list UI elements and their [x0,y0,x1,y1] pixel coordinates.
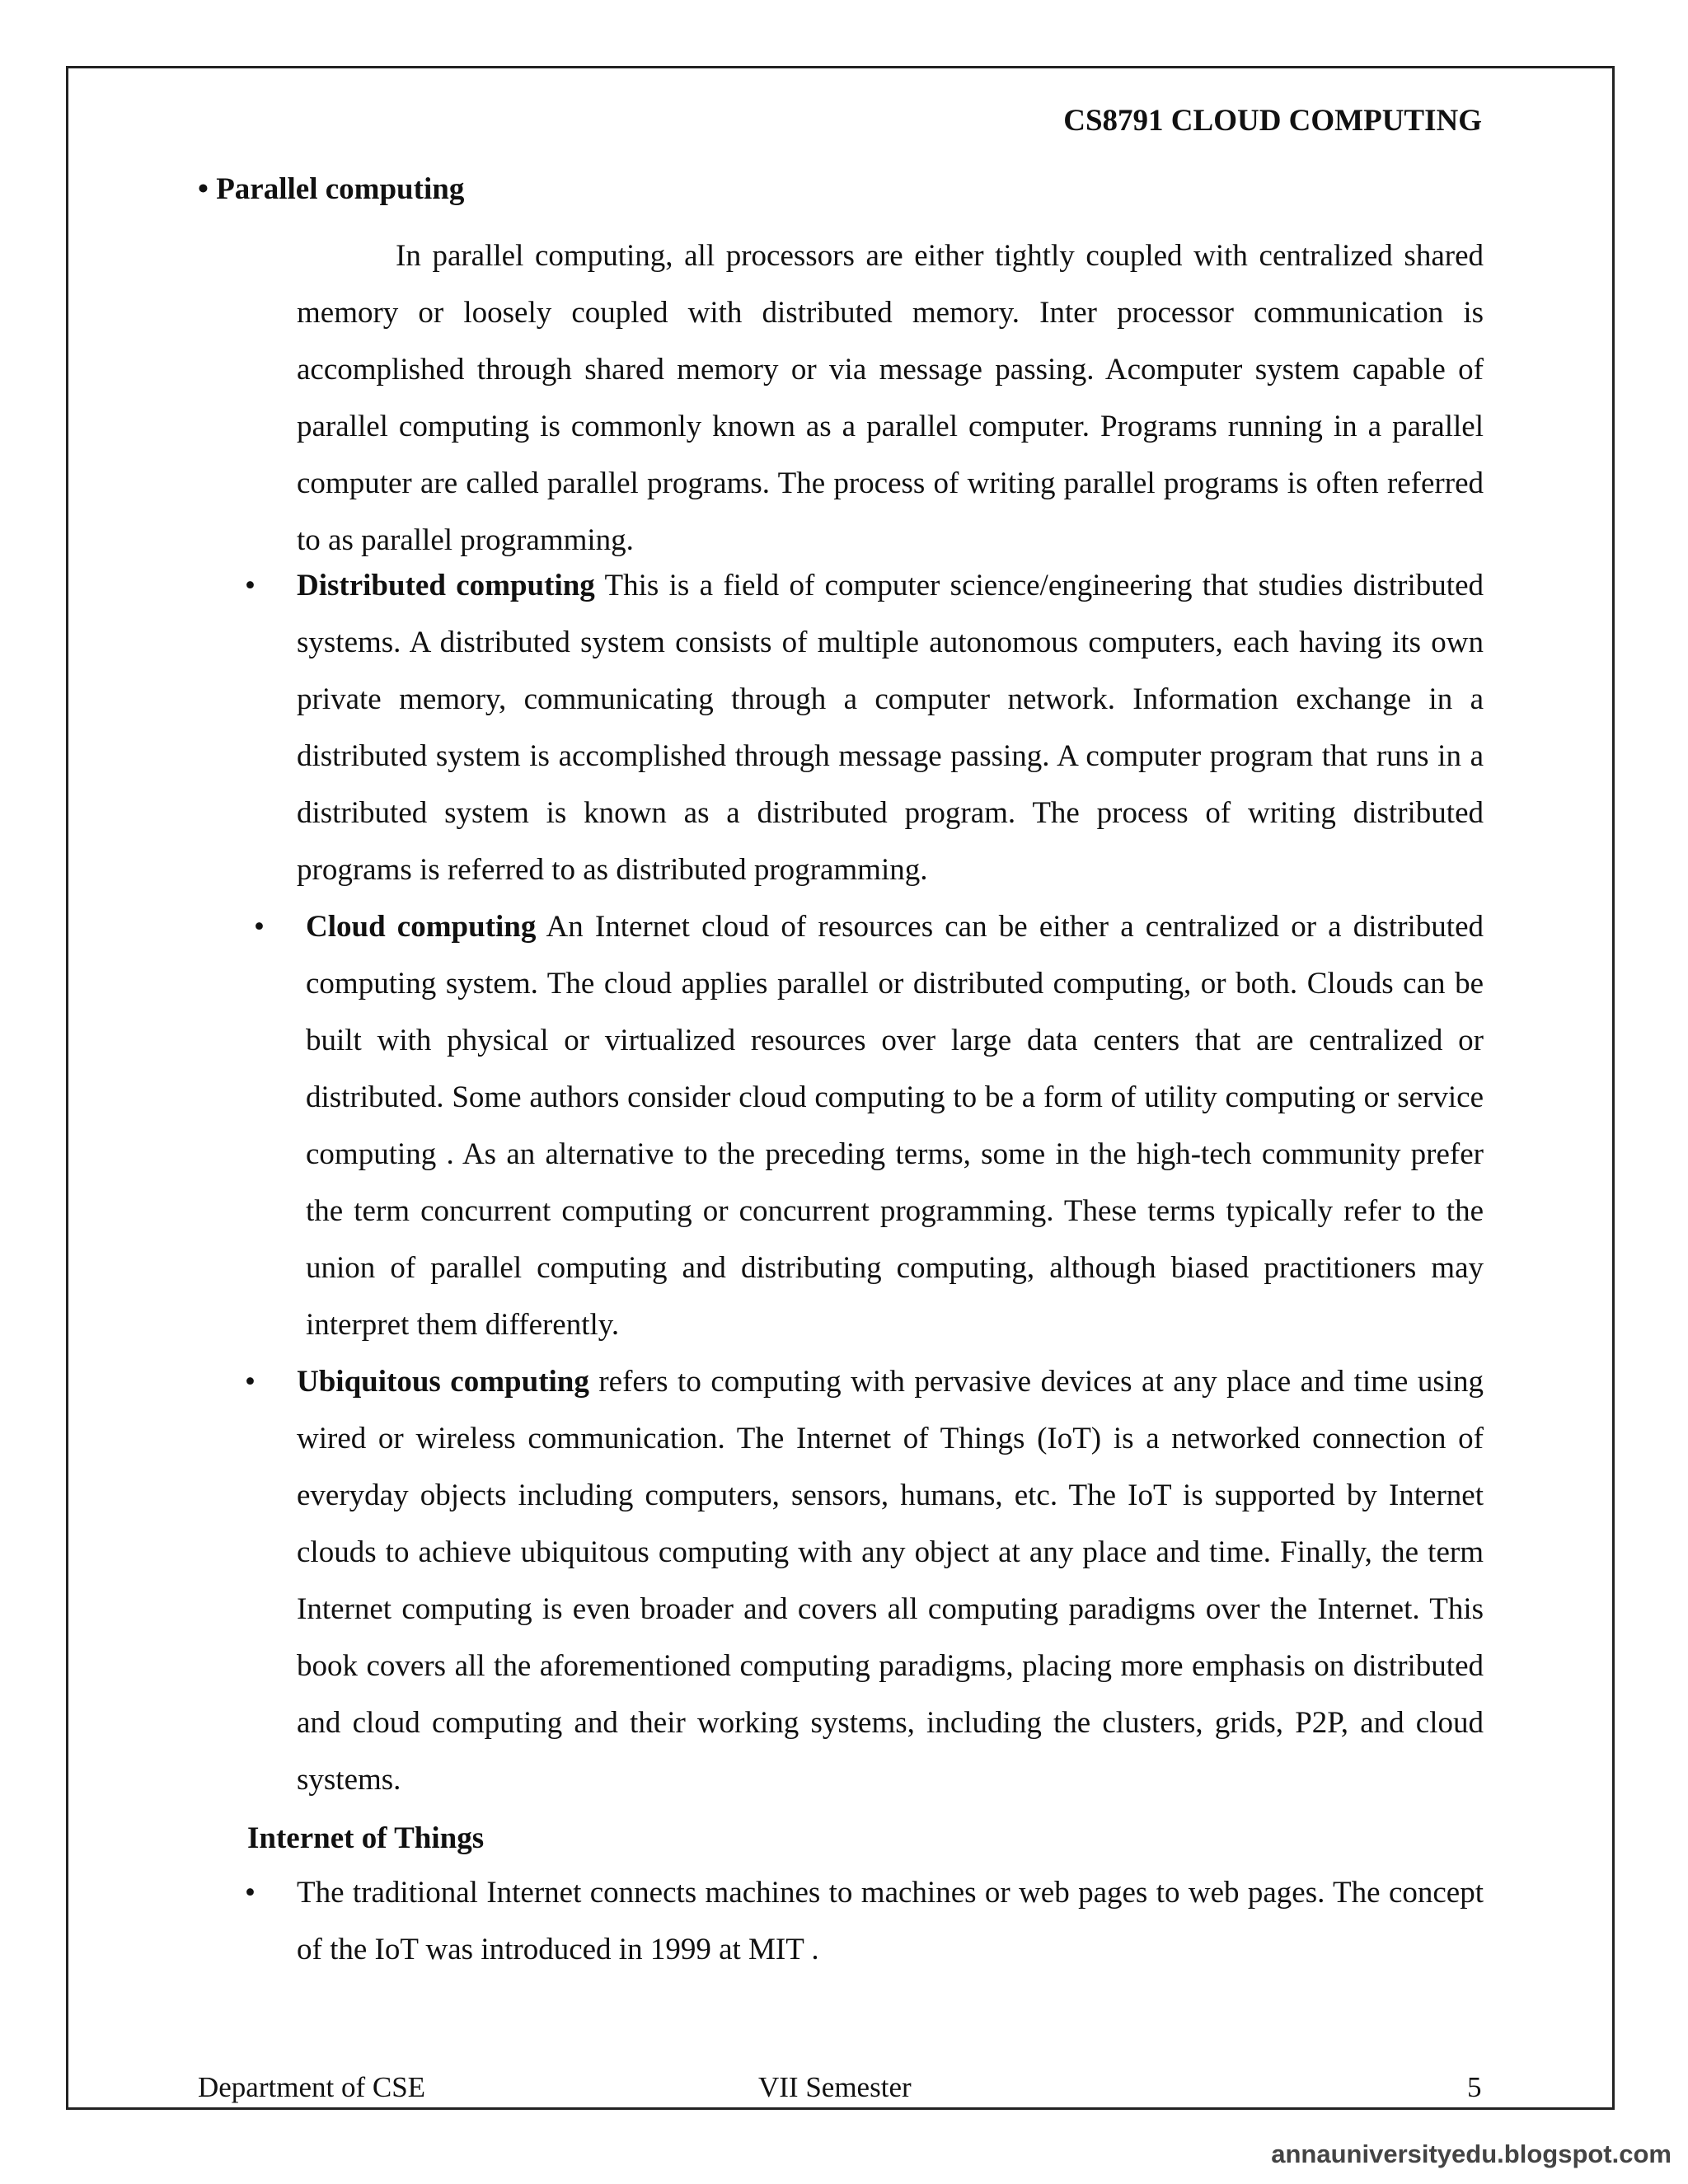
ubiquitous-computing-term: Ubiquitous computing [297,1365,589,1399]
parallel-computing-heading: • Parallel computing [198,172,465,206]
bullet-ubiquitous: • [245,1365,256,1399]
ubiquitous-computing-text: refers to computing with pervasive devices at any place and time using wired or wireless communication. The Internet of Things (IoT) is a networked connection of everyday objects including computers, sensors, humans, etc. The IoT is supported by Internet clouds to achieve ubiquitous computing with any object at any place and time. Finally, the term Internet computing is even broader and covers all computing paradigms over the Internet. This book covers all the aforementioned computing paradigms, placing more emphasis on distributed and cloud computing and their working systems, including the clusters, grids, P2P, and cloud systems. [297,1365,1484,1797]
footer-semester: VII Semester [758,2071,912,2103]
distributed-computing-term: Distributed computing [297,569,595,602]
footer-page-number: 5 [1467,2071,1482,2103]
distributed-computing-paragraph [297,557,1484,898]
footer-department: Department of CSE [198,2071,426,2103]
cloud-computing-paragraph [306,898,1484,1353]
bullet-distributed: • [245,569,256,602]
cloud-computing-term: Cloud computing [306,910,537,944]
bullet-cloud: • [254,910,265,944]
parallel-computing-paragraph: In parallel computing, all processors are either tightly coupled with centralized shared memory or loosely coupled with distributed memory. Inter processor communication is accomplished through shared memory or via message passing. Acomputer system capable of parallel computing is commonly known as a parallel computer. Programs running in a parallel computer are called parallel programs. The process of writing parallel programs is often referred to as parallel programming. [297,239,1484,557]
distributed-computing-text: This is a field of computer science/engineering that studies distributed systems. A distributed system consists of multiple autonomous computers, each having its own private memory, communicating through a computer network. Information exchange in a distributed system is accomplished through message passing. A computer program that runs in a distributed system is known as a distributed program. The process of writing distributed programs is referred to as distributed programming. [297,569,1484,887]
cloud-computing-text: An Internet cloud of resources can be either a centralized or a distributed computing system. The cloud applies parallel or distributed computing, or both. Clouds can be built with physical or virtualized resources over large data centers that are centralized or distributed. Some authors consider cloud computing to be a form of utility computing or service computing . As an alternative to the preceding terms, some in the high-tech community prefer the term concurrent computing or concurrent programming. These terms typically refer to the union of parallel computing and distributing computing, although biased practitioners may interpret them differently. [306,910,1484,1342]
watermark-url: annauniversityedu.blogspot.com [1271,2139,1672,2168]
bullet-iot: • [245,1876,256,1910]
iot-paragraph: The traditional Internet connects machines to machines or web pages to web pages. The concept of the IoT was introduced in 1999 at MIT . [297,1876,1484,1966]
internet-of-things-heading: Internet of Things [247,1821,485,1855]
ubiquitous-computing-paragraph [297,1353,1484,1808]
course-title: CS8791 CLOUD COMPUTING [1063,104,1482,138]
